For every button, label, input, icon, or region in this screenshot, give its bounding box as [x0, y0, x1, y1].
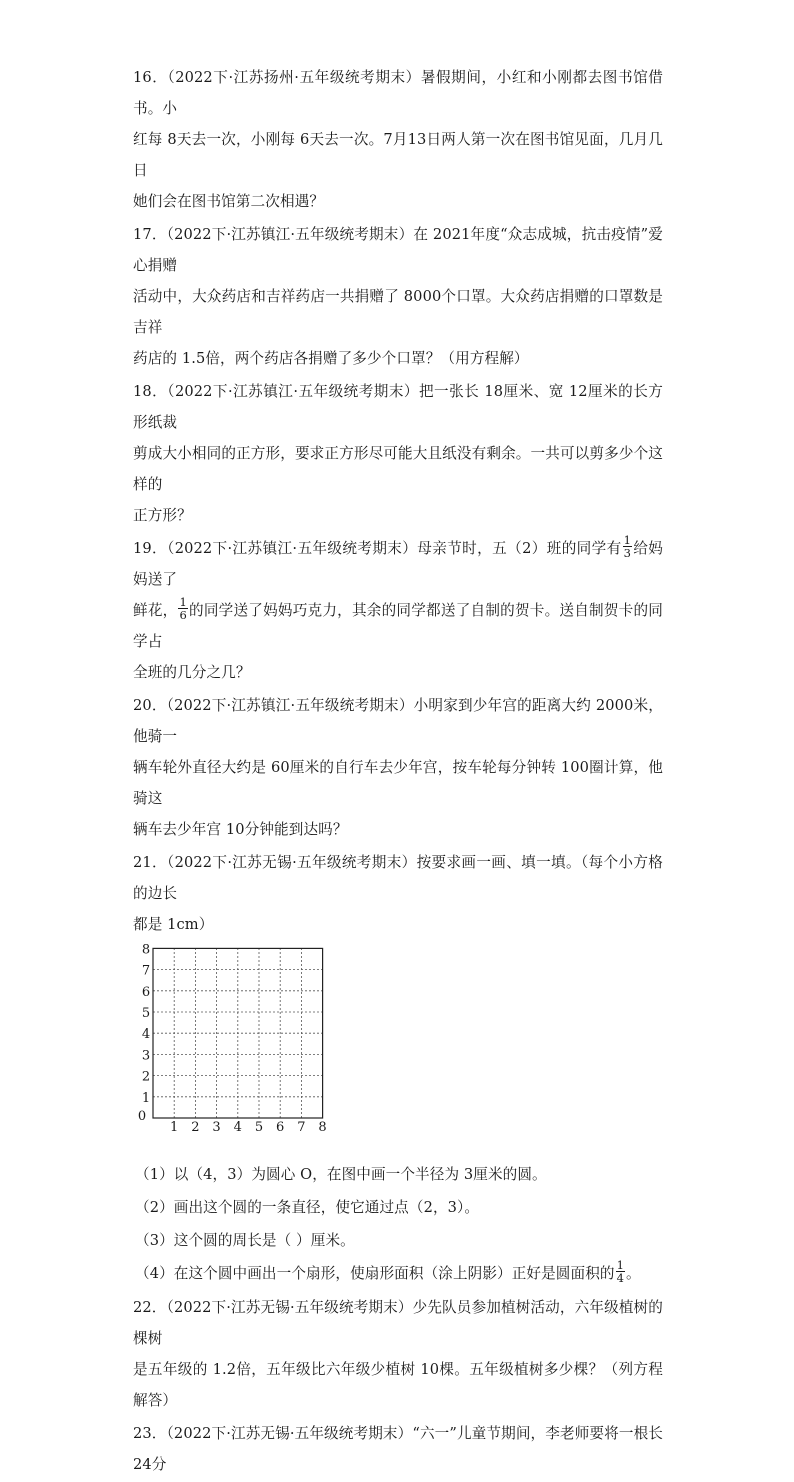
question-16-line-1: 16．（2022下·江苏扬州·五年级统考期末）暑假期间，小红和小刚都去图书馆借书。小: [133, 69, 663, 117]
x-axis-tick-label: 5: [254, 1120, 264, 1135]
fraction-one-sixth: [178, 596, 187, 621]
question-21-line-2: 都是 1cm）: [133, 916, 214, 933]
question-19-line-2-text: 的同学送了妈妈巧克力，其余的同学都送了自制的贺卡。送自制贺卡的同学占: [133, 602, 663, 650]
y-axis-tick-label: 3: [141, 1048, 151, 1064]
x-axis-tick-label: 4: [233, 1120, 242, 1135]
y-axis-tick-label: 5: [141, 1006, 151, 1021]
question-19: [133, 533, 663, 688]
grid-figure: [133, 944, 343, 1150]
x-axis-tick-label: 8: [318, 1120, 327, 1135]
fraction-numerator: 1: [616, 1257, 625, 1272]
y-axis-tick-label: 6: [141, 984, 151, 1000]
question-19-line-1: [133, 533, 663, 595]
y-axis-tick-label: 4: [141, 1027, 151, 1043]
y-axis-tick-label: 1: [141, 1090, 151, 1106]
x-axis-tick-label: 2: [191, 1120, 200, 1135]
question-19-line-2: [133, 595, 663, 657]
question-18: [133, 376, 663, 531]
fraction-denominator: 3: [623, 545, 632, 560]
y-axis-tick-label: 2: [141, 1069, 151, 1085]
y-axis-tick-label: 8: [141, 944, 151, 958]
question-19-line-1-text: 19．（2022下·江苏镇江·五年级统考期末）母亲节时，五（2）班的同学有: [133, 540, 622, 557]
question-19-line-1-tail: 给妈妈送了: [133, 540, 663, 588]
question-21: [133, 847, 663, 1290]
fraction-one-quarter: [616, 1259, 625, 1284]
question-21-line-1: 21．（2022下·江苏无锡·五年级统考期末）按要求画一画、填一填。（每个小方格的边长: [133, 854, 663, 902]
question-19-line-3: 全班的几分之几？: [133, 664, 251, 681]
question-17-line-1: 17．（2022下·江苏镇江·五年级统考期末）在 2021年度“众志成城，抗击疫情”爱心捐赠: [133, 226, 663, 274]
x-axis-tick-label: 6: [276, 1120, 285, 1135]
question-21-part-4-text: （4）在这个圆中画出一个扇形，使扇形面积（涂上阴影）正好是圆面积的: [135, 1265, 615, 1282]
question-19-line-2-head: 鲜花，: [133, 602, 178, 619]
question-22: [133, 1292, 663, 1416]
fraction-numerator: 1: [179, 594, 187, 609]
question-20: [133, 690, 663, 845]
question-23-line-1: 23．（2022下·江苏无锡·五年级统考期末）“六一”儿童节期间，李老师要将一根长 24分: [133, 1425, 663, 1473]
question-21-part-2: （2）画出这个圆的一条直径，使它通过点（2，3）。: [135, 1199, 480, 1216]
question-16-line-2: 红每 8天去一次，小刚每 6天去一次。7月13日两人第一次在图书馆见面，几月几日: [133, 131, 663, 179]
question-17: [133, 219, 663, 374]
question-18-line-2: 剪成大小相同的正方形，要求正方形尽可能大且纸没有剩余。一共可以剪多少个这样的: [133, 445, 663, 493]
question-20-line-2: 辆车轮外直径大约是 60厘米的自行车去少年宫，按车轮每分钟转 100圈计算，他骑这: [133, 759, 663, 807]
x-axis-tick-label: 7: [297, 1120, 306, 1135]
fraction-numerator: 1: [623, 532, 632, 547]
question-21-part-4: [133, 1257, 663, 1290]
question-17-line-2: 活动中，大众药店和吉祥药店一共捐赠了 8000个口罩。大众药店捐赠的口罩数是吉祥: [133, 288, 663, 336]
fraction-denominator: 6: [179, 607, 187, 622]
fraction-denominator: 4: [616, 1270, 625, 1285]
question-20-line-3: 辆车去少年宫 10分钟能到达吗？: [133, 821, 348, 838]
question-list: [133, 62, 663, 1482]
coordinate-grid: [133, 944, 663, 1152]
question-23: [133, 1418, 663, 1480]
question-21-part-1: （1）以（4，3）为圆心 O，在图中画一个半径为 3厘米的圆。: [135, 1166, 547, 1183]
question-17-line-3: 药店的 1.5倍，两个药店各捐赠了多少个口罩？（用方程解）: [133, 350, 529, 367]
fraction-one-third: [623, 534, 632, 559]
x-axis-tick-label: 3: [212, 1120, 221, 1135]
question-21-part-3: （3）这个圆的周长是（ ）厘米。: [135, 1232, 355, 1249]
x-axis-tick-label: 0: [137, 1109, 147, 1124]
question-20-line-1: 20．（2022下·江苏镇江·五年级统考期末）小明家到少年宫的距离大约 2000米，他骑一: [133, 697, 663, 745]
x-axis-tick-label: 1: [170, 1120, 179, 1135]
question-16: [133, 62, 663, 217]
question-16-line-3: 她们会在图书馆第二次相遇？: [133, 193, 325, 210]
question-22-line-1: 22．（2022下·江苏无锡·五年级统考期末）少先队员参加植树活动，六年级植树的棵树: [133, 1299, 663, 1347]
question-21-part-4-tail: 。: [626, 1265, 641, 1282]
question-18-line-3: 正方形？: [133, 507, 192, 524]
question-22-line-2: 是五年级的 1.2倍，五年级比六年级少植树 10棵。五年级植树多少棵？（列方程解答）: [133, 1361, 663, 1409]
y-axis-tick-label: 7: [141, 963, 151, 979]
question-18-line-1: 18．（2022下·江苏镇江·五年级统考期末）把一张长 18厘米、宽 12厘米的长方形纸裁: [133, 383, 663, 431]
